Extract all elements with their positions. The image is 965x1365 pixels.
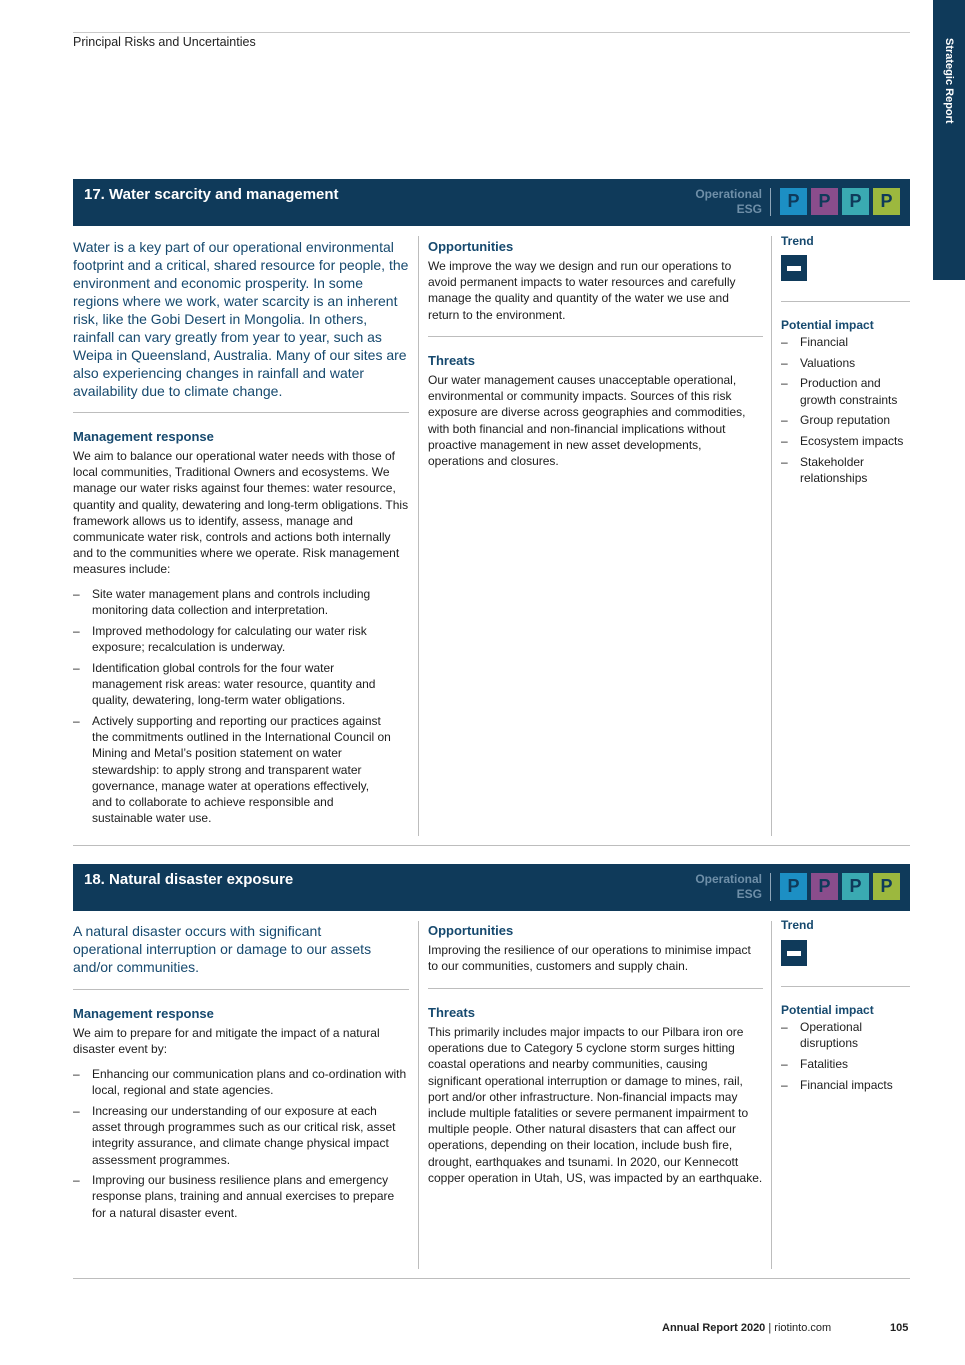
column-divider — [771, 236, 772, 836]
principal-p-2: P — [811, 188, 838, 215]
category-divider — [770, 188, 771, 216]
divider — [73, 989, 409, 990]
divider — [428, 336, 763, 337]
management-list — [73, 586, 391, 831]
list-item: – Fatalities — [781, 1056, 909, 1072]
opportunities-heading: Opportunities — [428, 239, 514, 254]
management-heading: Management response — [73, 1006, 214, 1021]
trend-heading: Trend — [781, 918, 814, 932]
side-tab-label: Strategic Report — [943, 38, 955, 124]
section-divider — [73, 845, 910, 846]
principal-p-4: P — [873, 873, 900, 900]
risk-intro: Water is a key part of our operational environmental footprint and a critical, shared resource for people, the environment and economic prosperity. In some regions where we work, water scarcity is an inherent risk, like the Gobi Desert in Mongolia. In others, rainfall can vary greatly from year to year, such as Weipa in Queensland, Australia. Many of our sites are also experiencing changes in rainfall and water availability due to climate change. — [73, 239, 409, 399]
impact-heading: Potential impact — [781, 1003, 874, 1017]
footer-text — [662, 1322, 831, 1334]
trend-heading: Trend — [781, 234, 814, 248]
list-item: – Valuations — [781, 355, 909, 371]
list-item: – Financial — [781, 334, 909, 350]
principal-p-2: P — [811, 873, 838, 900]
risk-intro: A natural disaster occurs with significant operational interruption or damage to our assets and/or communities. — [73, 923, 372, 975]
category-operational: Operational — [695, 872, 762, 886]
list-item: – Improving our business resilience plans and emergency response plans, training and annual exercises to prepare for a natural disaster event. — [73, 1172, 407, 1221]
risk-category — [695, 187, 762, 217]
list-item: – Site water management plans and controls including monitoring data collection and interpretation. — [73, 586, 391, 618]
column-divider — [771, 921, 772, 1269]
threats-heading: Threats — [428, 1005, 475, 1020]
threats-text: This primarily includes major impacts to our Pilbara iron ore operations due to Category 5 cyclone storm surges hitting coastal operations and nearby communities, causing significant operational interruption or damage to mines, rail, port and/or other infrastructure. Non-financial impacts may include multiple fatalities or severe permanent impairment to multiple people. Other natural disasters that can affect our operations, depending on their location, include bush fire, drought, earthquakes and tsunami. In 2020, our Kennecott copper operation in Utah, US, was impacted by an earthquake. — [428, 1025, 763, 1185]
category-esg: ESG — [736, 202, 762, 216]
threats-text: Our water management causes unacceptable operational, environmental or community impacts. Sources of this risk exposure are diverse across geographies and commodities, with both financial and non-financial implications without proactive management in new asset developments, operations and closures. — [428, 373, 746, 469]
list-item: – Identification global controls for the four water management risk areas: water resource, quantity and quality, dewatering, long-term water obligations. — [73, 660, 391, 709]
threats-heading: Threats — [428, 353, 475, 368]
category-divider — [770, 873, 771, 901]
opportunities-text: Improving the resilience of our operations to minimise impact to our communities, customers and supply chain. — [428, 943, 751, 974]
column-divider — [418, 236, 419, 836]
principal-p-3: P — [842, 873, 869, 900]
management-heading: Management response — [73, 429, 214, 444]
header-rule — [73, 32, 910, 33]
list-item: – Actively supporting and reporting our practices against the commitments outlined in the International Council on Mining and Metal’s position statement on water stewardship: to apply strong and transparent water governance, manage water at operations effectively, and to collaborate to achieve responsible and sustainable water use. — [73, 713, 391, 826]
divider — [781, 986, 910, 987]
list-item: – Increasing our understanding of our exposure at each asset through programmes such as our critical risk, asset integrity assurance, and climate change physical impact assessment programmes. — [73, 1103, 407, 1168]
principal-p-1: P — [780, 873, 807, 900]
divider — [73, 412, 409, 413]
risk-header-17 — [73, 179, 910, 226]
list-item: – Enhancing our communication plans and co-ordination with local, regional and state agencies. — [73, 1066, 407, 1098]
section-title: Principal Risks and Uncertainties — [73, 35, 256, 49]
principal-p-4: P — [873, 188, 900, 215]
opportunities-text: We improve the way we design and run our operations to avoid permanent impacts to water resources and carefully manage the quality and quantity of the water we use and return to the environment. — [428, 259, 736, 322]
risk-title: 17. Water scarcity and management — [84, 186, 339, 203]
list-item: – Group reputation — [781, 412, 909, 428]
section-divider — [73, 1278, 910, 1279]
impact-list — [781, 334, 909, 491]
trend-stable-icon — [781, 940, 807, 966]
principal-p-3: P — [842, 188, 869, 215]
list-item: – Production and growth constraints — [781, 375, 909, 407]
divider — [781, 301, 910, 302]
footer-separator: | — [768, 1322, 772, 1334]
list-item: – Stakeholder relationships — [781, 454, 909, 486]
column-divider — [418, 921, 419, 1269]
footer-report: Annual Report 2020 — [662, 1322, 766, 1334]
category-operational: Operational — [695, 187, 762, 201]
footer-site[interactable]: riotinto.com — [774, 1322, 832, 1334]
risk-category — [695, 872, 762, 902]
category-esg: ESG — [736, 887, 762, 901]
list-item: – Improved methodology for calculating our water risk exposure; recalculation is underway. — [73, 623, 391, 655]
impact-list — [781, 1019, 909, 1097]
side-tab[interactable] — [933, 0, 965, 280]
opportunities-heading: Opportunities — [428, 923, 514, 938]
divider — [428, 988, 763, 989]
page-number: 105 — [890, 1322, 909, 1334]
risk-title: 18. Natural disaster exposure — [84, 871, 294, 888]
management-text: We aim to balance our operational water needs with those of local communities, Traditional Owners and ecosystems. We manage our water risks against four themes: water resource, quantity and quality, dewatering and long-term obligations. This framework allows us to identify, assess, manage and communicate water risk, controls and actions both internally and to the communities where we operate. Risk management measures include: — [73, 449, 409, 577]
list-item: – Financial impacts — [781, 1077, 909, 1093]
impact-heading: Potential impact — [781, 318, 874, 332]
principal-p-1: P — [780, 188, 807, 215]
management-text: We aim to prepare for and mitigate the impact of a natural disaster event by: — [73, 1026, 380, 1057]
list-item: – Operational disruptions — [781, 1019, 909, 1051]
risk-header-18 — [73, 864, 910, 911]
list-item: – Ecosystem impacts — [781, 433, 909, 449]
trend-stable-icon — [781, 255, 807, 281]
management-list — [73, 1066, 407, 1225]
